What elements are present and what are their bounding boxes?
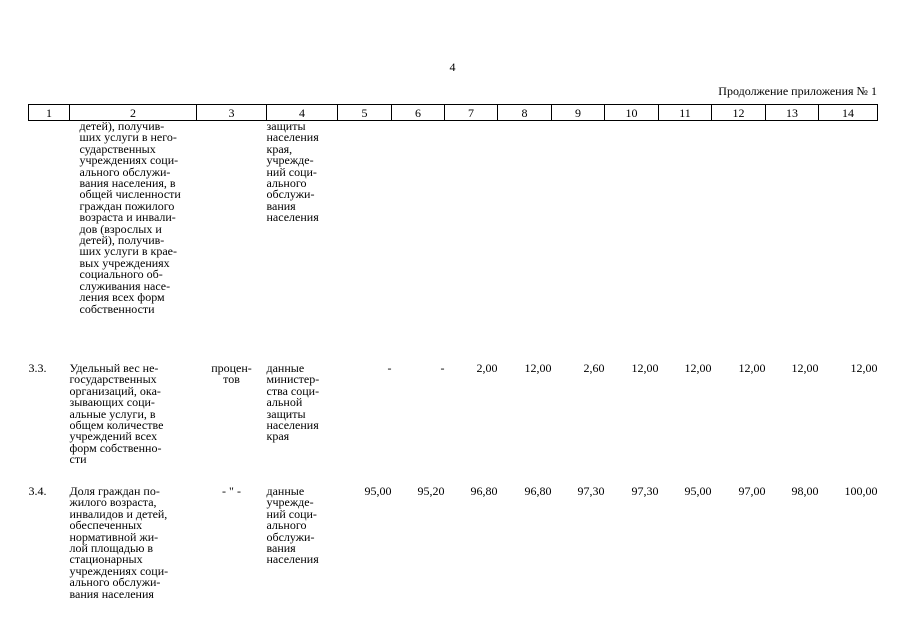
value-cell: 12,00 (738, 361, 766, 375)
value-cell (819, 121, 878, 354)
column-header: 6 (392, 105, 445, 121)
value-cell: 12,00 (524, 361, 552, 375)
value-cell (766, 121, 819, 354)
column-header: 1 (29, 105, 70, 121)
column-header: 7 (445, 105, 498, 121)
value-cell: - (440, 361, 445, 375)
column-header: 8 (498, 105, 552, 121)
indicators-table (28, 104, 878, 600)
column-header: 2 (70, 105, 197, 121)
column-header: 4 (267, 105, 338, 121)
indicator-name: Удельный вес не- государственных организаций, ока- зывающих соци- альные услуги, в общем количестве учреждений всех форм собственно- сти (69, 361, 164, 467)
table-row (29, 476, 878, 600)
value-cell: 95,00 (684, 484, 712, 498)
data-source: данные учрежде- ний соци- ального обслужи- вания населения (266, 484, 319, 567)
value-cell: 97,30 (631, 484, 659, 498)
row-number: 3.3. (28, 361, 47, 375)
column-header: 9 (552, 105, 605, 121)
column-header: 3 (197, 105, 267, 121)
value-cell (445, 121, 498, 354)
value-cell: 12,00 (791, 361, 819, 375)
value-cell (392, 121, 445, 354)
value-cell: 12,00 (850, 361, 878, 375)
indicator-name: детей), получив- ших услуги в него- сударственных учреждениях соци- ального обслужи- вания населения, в общей численности граждан пожилого возраста и инвали- дов (взрослых и детей), получив- ших услуги в крае- вых учреждениях социального об- служивания насе- ления всех форм собственности (79, 119, 181, 316)
unit-of-measure (197, 121, 267, 354)
table-row (29, 121, 878, 354)
data-source: защиты населения края, учрежде- ний соци- ального обслужи- вания населения (266, 119, 319, 225)
page-number: 4 (449, 60, 456, 74)
value-cell: 12,00 (631, 361, 659, 375)
value-cell: 97,30 (577, 484, 605, 498)
value-cell: 97,00 (738, 484, 766, 498)
column-header: 12 (712, 105, 766, 121)
value-cell: 96,80 (524, 484, 552, 498)
value-cell: 96,80 (470, 484, 498, 498)
row-number: 3.4. (28, 484, 47, 498)
value-cell (605, 121, 659, 354)
row-number (29, 121, 70, 354)
column-header: 14 (819, 105, 878, 121)
unit-of-measure: - " - (222, 484, 241, 498)
column-header: 11 (659, 105, 712, 121)
value-cell: - (387, 361, 392, 375)
value-cell (338, 121, 392, 354)
data-source: данные министер- ства соци- альной защиты населения края (266, 361, 320, 444)
value-cell: 95,00 (364, 484, 392, 498)
unit-of-measure: процен- тов (211, 361, 252, 387)
value-cell: 95,20 (417, 484, 445, 498)
indicator-name: Доля граждан по- жилого возраста, инвалидов и детей, обеспеченных нормативной жи- лой площадью в стационарных учреждениях соци- ального обслужи- вания населения (69, 484, 169, 601)
table-row (29, 353, 878, 476)
value-cell: 100,00 (844, 484, 878, 498)
column-header: 5 (338, 105, 392, 121)
value-cell (498, 121, 552, 354)
value-cell: 2,00 (476, 361, 498, 375)
value-cell (712, 121, 766, 354)
value-cell (659, 121, 712, 354)
value-cell: 98,00 (791, 484, 819, 498)
column-header: 10 (605, 105, 659, 121)
value-cell: 12,00 (684, 361, 712, 375)
value-cell: 2,60 (583, 361, 605, 375)
column-header: 13 (766, 105, 819, 121)
value-cell (552, 121, 605, 354)
appendix-continuation-caption: Продолжение приложения № 1 (718, 84, 877, 98)
